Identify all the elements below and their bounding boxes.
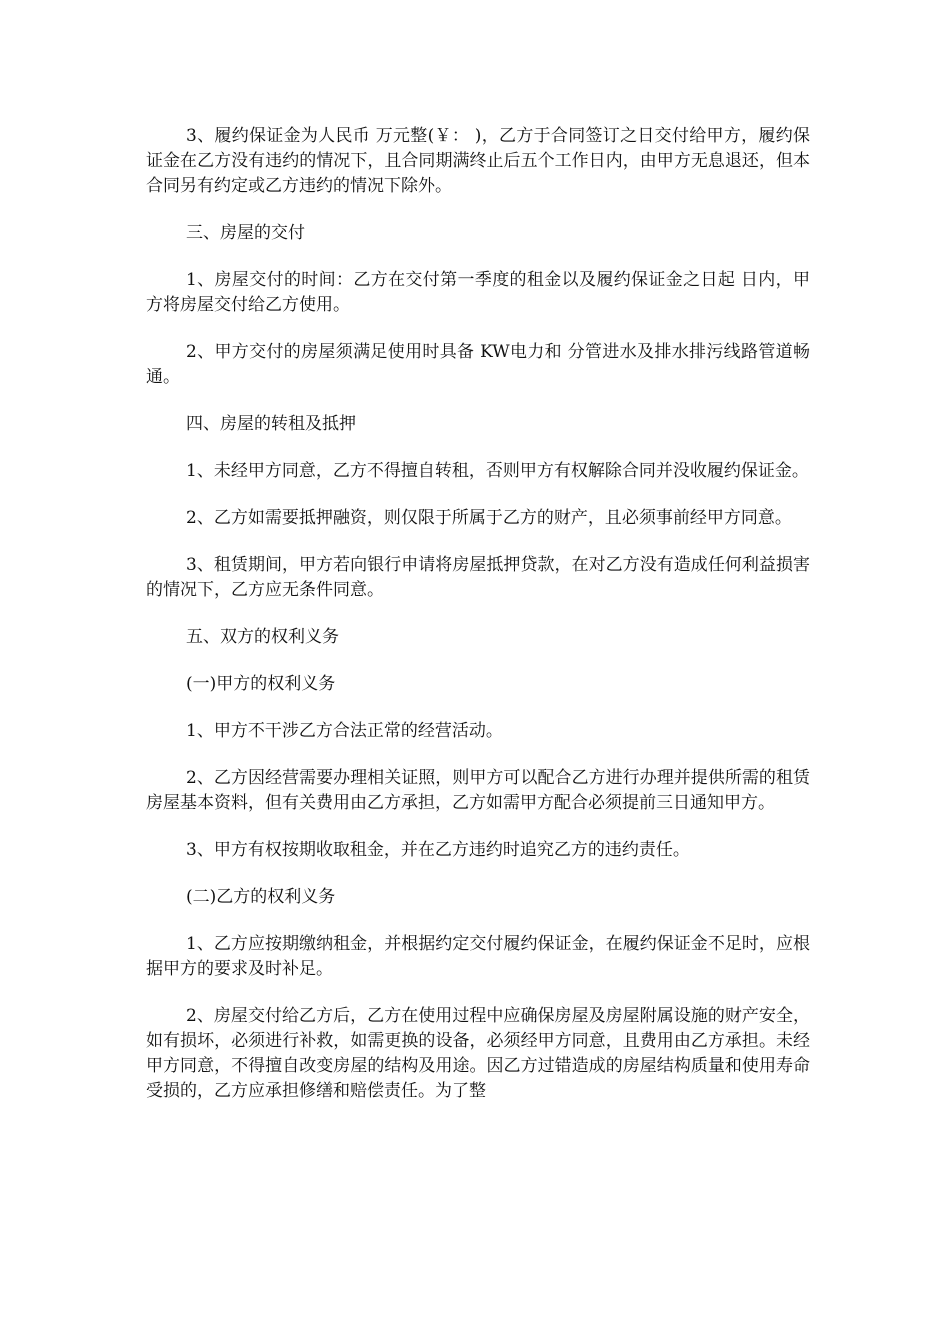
paragraph-delivery-time: 1、房屋交付的时间：乙方在交付第一季度的租金以及履约保证金之日起 日内，甲方将房屋交付给乙方使用。 (146, 270, 810, 315)
section-heading-rights-obligations: 五、双方的权利义务 (186, 627, 339, 647)
paragraph-delivery-conditions: 2、甲方交付的房屋须满足使用时具备 KW电力和 分管进水及排水排污线路管道畅通。 (146, 342, 810, 387)
paragraph-sublease: 1、未经甲方同意，乙方不得擅自转租，否则甲方有权解除合同并没收履约保证金。 (186, 461, 809, 481)
subheading-party-a-rights: (一)甲方的权利义务 (186, 674, 336, 694)
section-heading-sublease-mortgage: 四、房屋的转租及抵押 (186, 414, 356, 434)
document-page (146, 124, 810, 1126)
subheading-party-b-rights: (二)乙方的权利义务 (186, 887, 336, 907)
section-heading-house-delivery: 三、房屋的交付 (186, 223, 305, 243)
paragraph-party-b-rent-payment: 1、乙方应按期缴纳租金，并根据约定交付履约保证金，在履约保证金不足时，应根据甲方的要求及时补足。 (146, 934, 810, 979)
paragraph-deposit-terms: 3、履约保证金为人民币 万元整(￥： )，乙方于合同签订之日交付给甲方，履约保证金在乙方没有违约的情况下，且合同期满终止后五个工作日内，由甲方无息退还，但本合同另有约定或乙方违约的情况下除外。 (146, 126, 810, 196)
paragraph-party-a-non-interference: 1、甲方不干涉乙方合法正常的经营活动。 (186, 721, 503, 741)
paragraph-party-a-rent-collection: 3、甲方有权按期收取租金，并在乙方违约时追究乙方的违约责任。 (186, 840, 690, 860)
paragraph-party-b-property-safety: 2、房屋交付给乙方后，乙方在使用过程中应确保房屋及房屋附属设施的财产安全，如有损坏，必须进行补救，如需更换的设备，必须经甲方同意，且费用由乙方承担。未经甲方同意，不得擅自改变房屋的结构及用途。因乙方过错造成的房屋结构质量和使用寿命受损的，乙方应承担修缮和赔偿责任。为了整 (146, 1006, 810, 1101)
paragraph-party-a-licenses: 2、乙方因经营需要办理相关证照，则甲方可以配合乙方进行办理并提供所需的租赁房屋基本资料，但有关费用由乙方承担，乙方如需甲方配合必须提前三日通知甲方。 (146, 768, 810, 813)
paragraph-bank-mortgage: 3、租赁期间，甲方若向银行申请将房屋抵押贷款，在对乙方没有造成任何利益损害的情况下，乙方应无条件同意。 (146, 555, 810, 600)
paragraph-mortgage-financing: 2、乙方如需要抵押融资，则仅限于所属于乙方的财产，且必须事前经甲方同意。 (186, 508, 792, 528)
